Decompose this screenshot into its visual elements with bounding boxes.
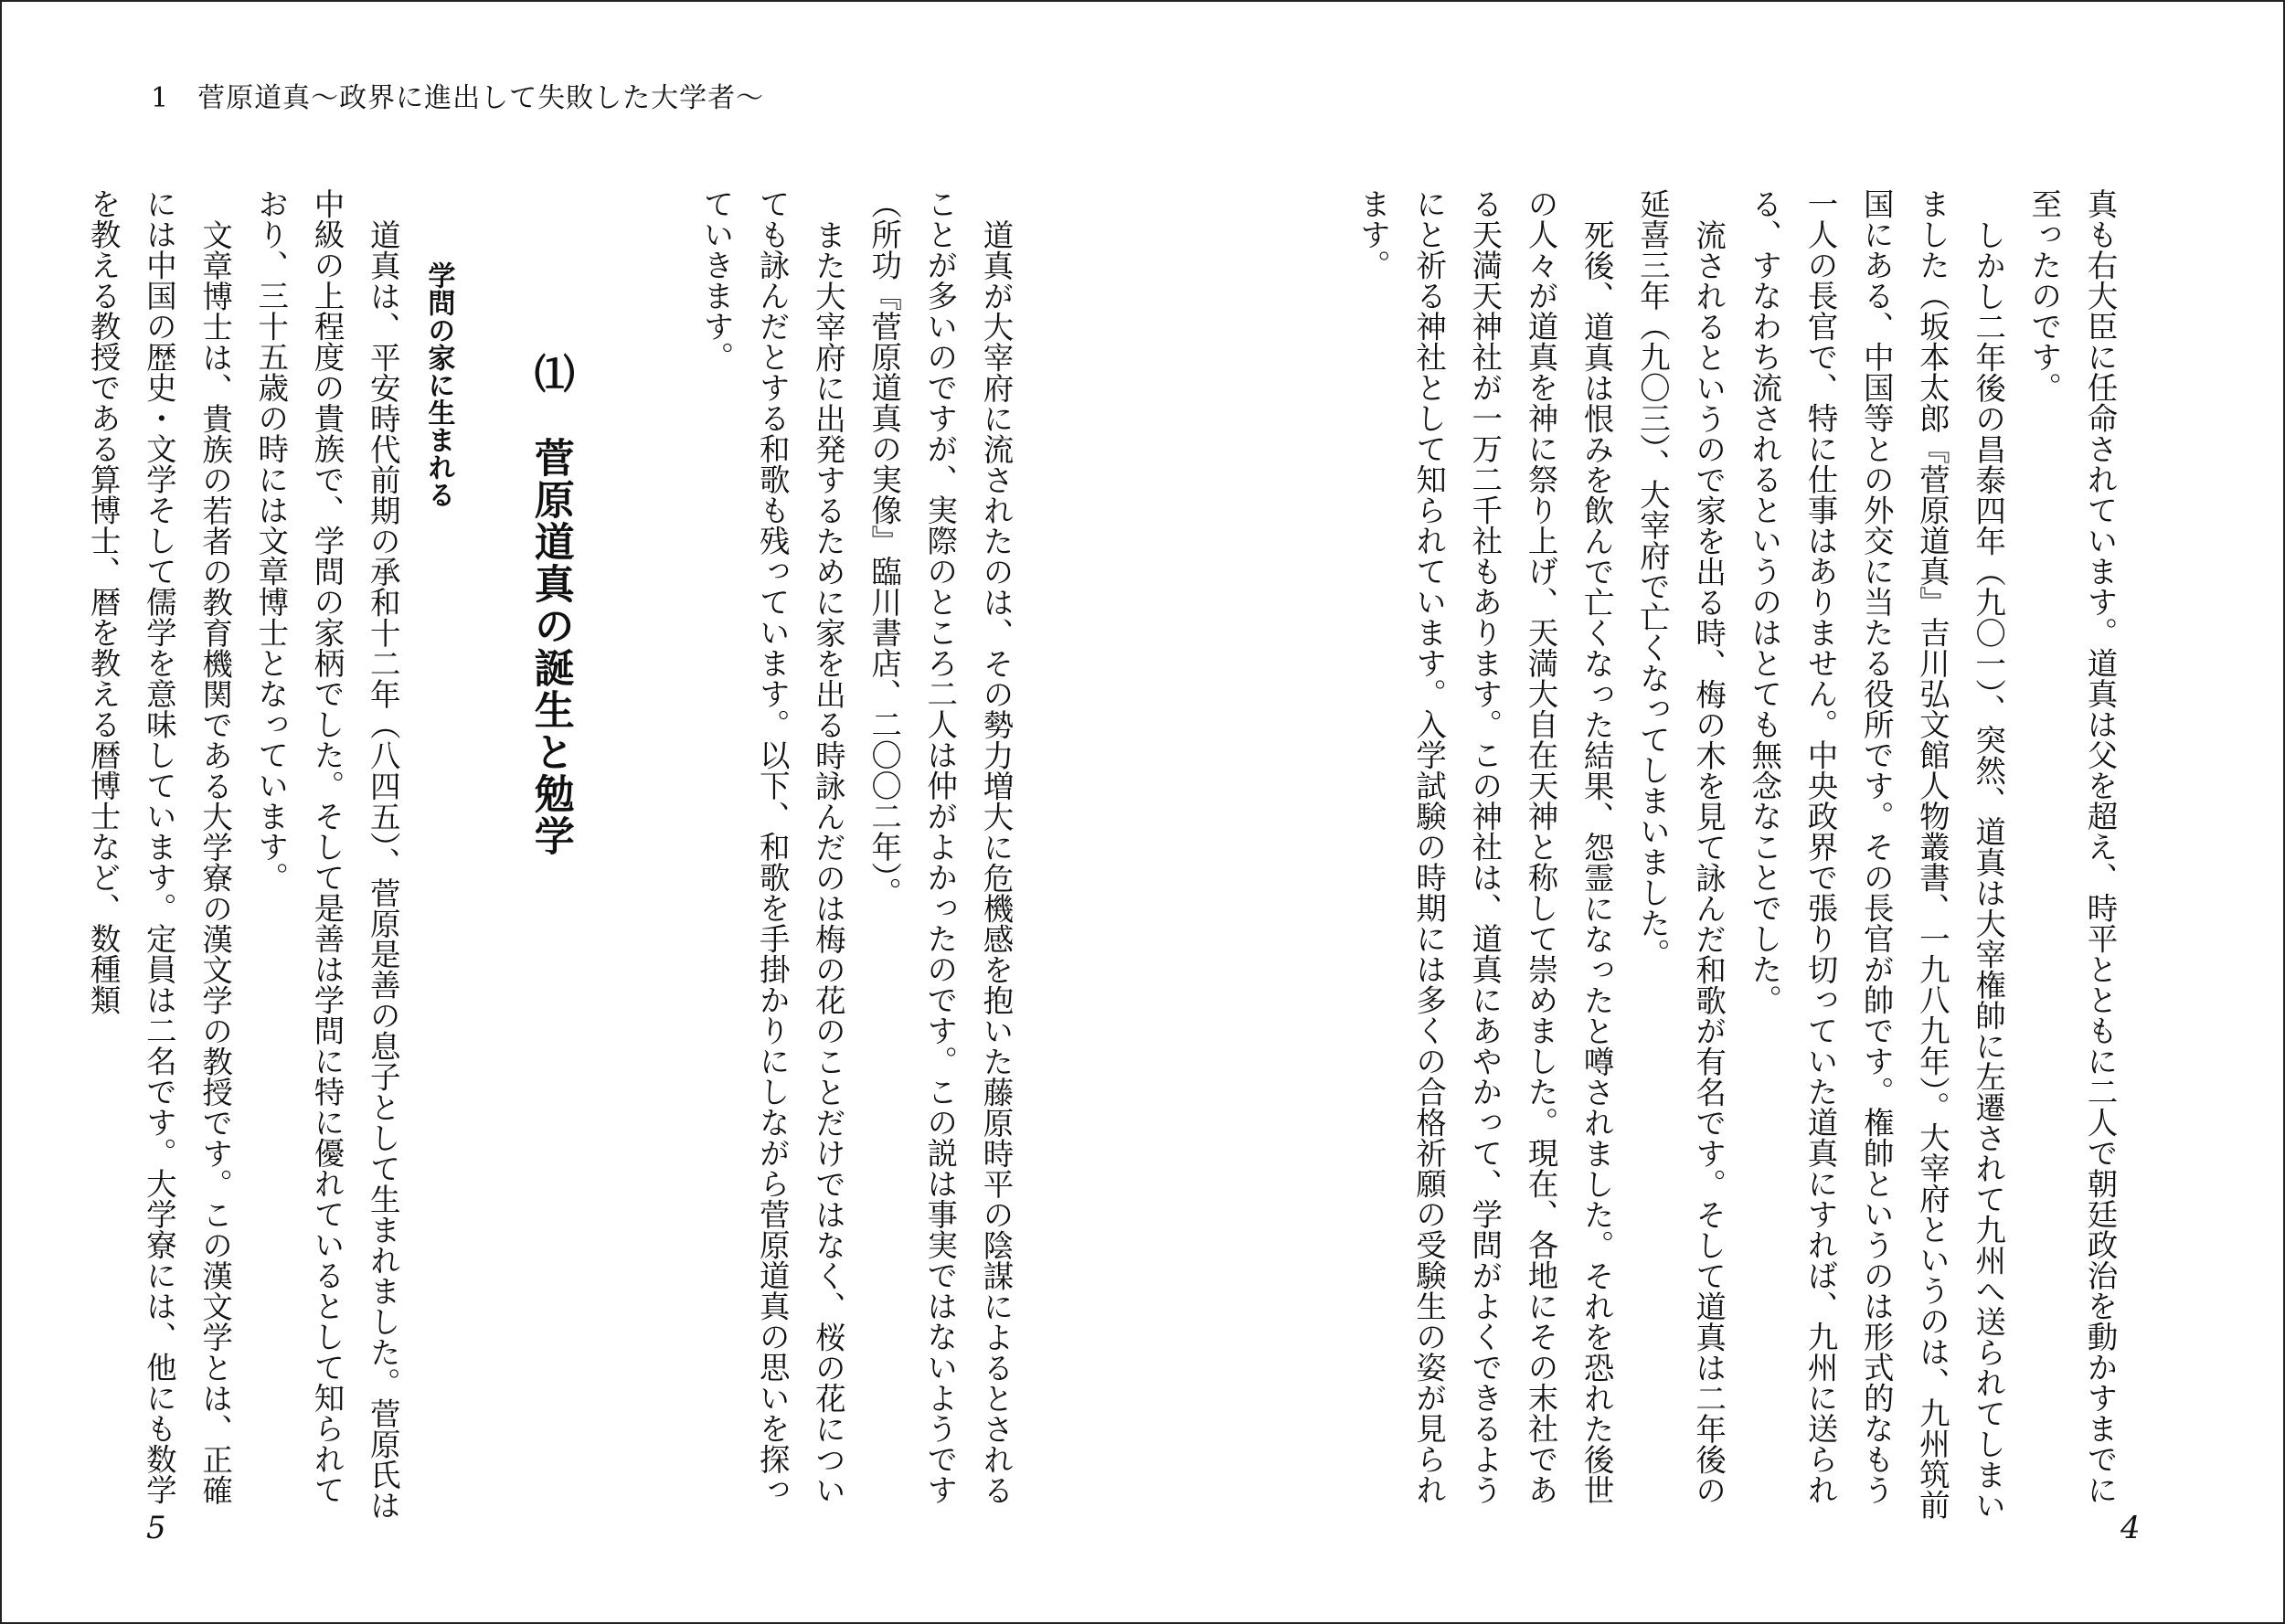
left-page-text: [85, 188, 1024, 1523]
spacer: [466, 188, 522, 1523]
paragraph: また大宰府に出発するために家を出る時詠んだのは梅の花のことだけではなく、桜の花についても詠んだとする和歌も残っています。以下、和歌を手掛かりにしながら菅原道真の思いを探っていきます。: [697, 188, 846, 1505]
running-header: 1 菅原道真〜政界に進出して失敗した大学者〜: [151, 82, 765, 114]
paragraph: 文章博士は、貴族の若者の教育機関である大学寮の漢文学の教授です。この漢文学とは、正確には中国の歴史・文学そして儒学を意味しています。定員は二名です。大学寮には、他にも数学を教える教授である算博士、暦を教える暦博士など、数種類: [85, 188, 233, 1505]
paragraph: 流されるというので家を出る時、梅の木を見て詠んだ和歌が有名です。そして道真は二年後の延喜三年（九〇三）、大宰府で亡くなってしまいました。: [1634, 188, 1727, 1505]
page-number-right: 4: [2120, 1510, 2141, 1546]
paragraph: 道真は、平安時代前期の承和十二年（八四五）、菅原是善の息子として生まれました。菅原氏は中級の上程度の貴族で、学問の家柄でした。そして是善は学問に特に優れているとして知られており、三十五歳の時には文章博士となっています。: [252, 188, 401, 1521]
right-page-text: [1261, 188, 2128, 1523]
section-title: ⑴ 菅原道真の誕生と勉学: [526, 353, 574, 857]
paragraph: 道真が大宰府に流されたのは、その勢力増大に危機感を抱いた藤原時平の陰謀によるとされることが多いのですが、実際のところ二人は仲がよかったのです。この説は事実ではないようです（所功『菅原道真の実像』臨川書店、二〇〇二年）。: [866, 188, 1014, 1505]
page-number-left: 5: [146, 1510, 166, 1546]
paragraph: しかし二年後の昌泰四年（九〇一）、突然、道真は大宰権帥に左遷されて九州へ送られてしまいました（坂本太郎『菅原道真』吉川弘文館人物叢書、一九八九年）。大宰府というのは、九州筑前国にある、中国等との外交に当たる役所です。その長官が帥です。権帥というのは形式的なもう一人の長官で、特に仕事はありません。中央政界で張り切っていた道真にすれば、九州に送られる、すなわち流されるというのはとても無念なことでした。: [1746, 188, 2006, 1521]
paragraph: 死後、道真は恨みを飲んで亡くなった結果、怨霊になったと噂されました。それを恐れた後世の人々が道真を神に祭り上げ、天満大自在天神と称して崇めました。現在、各地にその末社である天満天神社が一万二千社もあります。この神社は、道真にあやかって、学問がよくできるようにと祈る神社として知られています。入学試験の時期には多くの合格祈願の受験生の姿が見られます。: [1355, 188, 1615, 1505]
paragraph: 真も右大臣に任命されています。道真は父を超え、時平とともに二人で朝廷政治を動かすまでに至ったのです。: [2025, 188, 2118, 1505]
subheading: 学問の家に生まれる: [422, 261, 455, 508]
spacer: [579, 188, 688, 1523]
